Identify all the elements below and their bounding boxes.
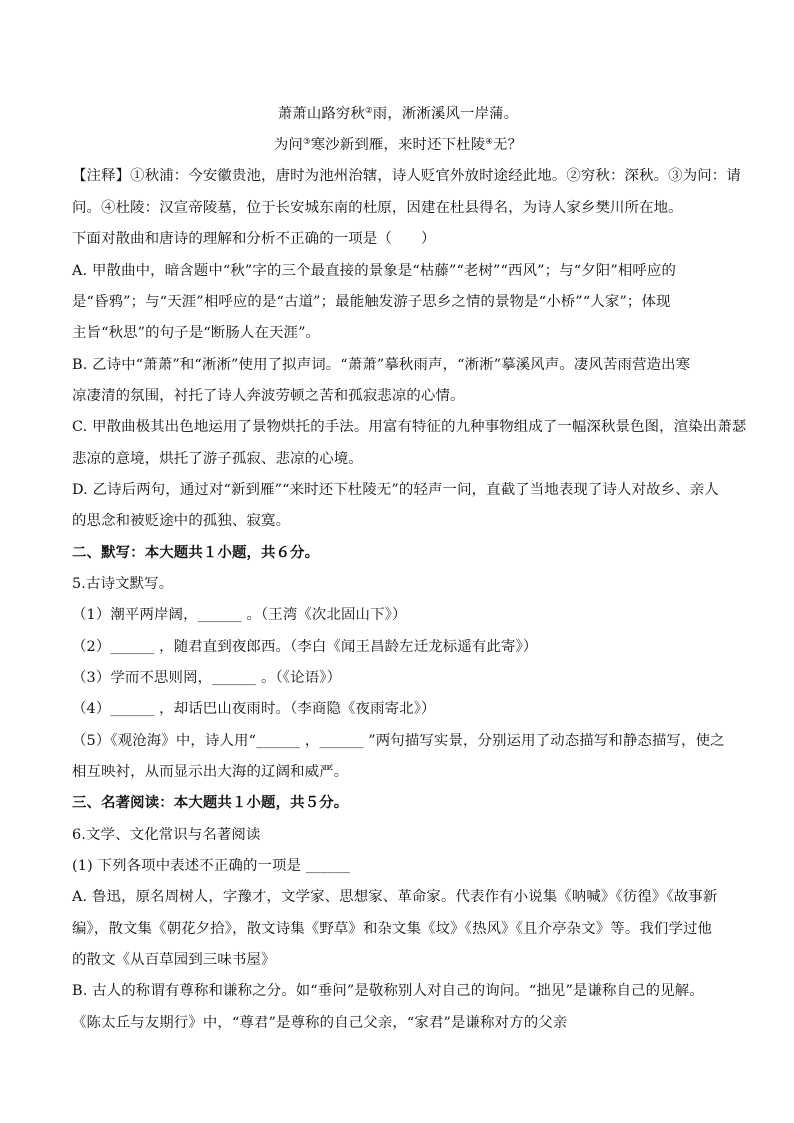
q5-item-5-line-2: 相互映衬，从而显示出大海的辽阔和威严。 (72, 764, 349, 780)
q4-option-b-line-1: B. 乙诗中“萧萧”和“淅淅”使用了拟声词。“萧萧”摹秋雨声，“淅淅”摹溪风声。凄风苦雨营造出寒 (72, 357, 691, 373)
annotation-line-2: 问。④杜陵：汉宣帝陵墓，位于长安城东南的杜原，因建在杜县得名，为诗人家乡樊川所在地。 (72, 200, 683, 216)
question-6-title: 6.文学、文化常识与名著阅读 (72, 827, 261, 843)
poem-line-2: 为问③寒沙新到雁，来时还下杜陵④无？ (273, 137, 523, 153)
question-4-stem: 下面对散曲和唐诗的理解和分析不正确的一项是（ ） (72, 231, 436, 247)
section-3-heading: 三、名著阅读：本大题共１小题，共５分。 (72, 794, 349, 811)
q6-option-b-line-2: 《陈太丘与友期行》中，“尊君”是尊称的自己父亲，“家君”是谦称对方的父亲 (72, 1015, 568, 1031)
annotation-line-1: 【注释】①秋浦：今安徽贵池，唐时为池州治辖，诗人贬官外放时途经此地。②穷秋：深秋。③为问：请 (72, 168, 741, 184)
q5-item-4: （4）______ ，却话巴山夜雨时。（李商隐《夜雨寄北》） (72, 701, 436, 717)
q4-option-b-line-2: 凉凄清的氛围，衬托了诗人奔波劳顿之苦和孤寂悲凉的心情。 (72, 388, 465, 404)
q5-item-5-line-1: （5）《观沧海》中，诗人用“______ ，______ ”两句描写实景，分别运用了动态描写和静态描写，使之 (72, 733, 725, 749)
q4-option-d-line-1: D. 乙诗后两句，通过对“新到雁”“来时还下杜陵无”的轻声一问，直截了当地表现了诗人对故乡、亲人 (72, 482, 719, 498)
q4-option-a-line-3: 主旨“秋思”的句子是“断肠人在天涯”。 (72, 325, 321, 341)
q5-item-1: （1）潮平两岸阔，______ 。（王湾《次北固山下》） (72, 607, 407, 623)
q6-option-a-line-1: A. 鲁迅，原名周树人，字豫才，文学家、思想家、革命家。代表作有小说集《呐喊》《彷徨》《故事新 (72, 889, 718, 905)
q4-option-a-line-2: 是“昏鸦”；与“天涯”相呼应的是“古道”；最能触发游子思乡之情的景物是“小桥”“人家”；体现 (72, 294, 671, 310)
section-2-heading: 二、默写：本大题共１小题，共６分。 (72, 544, 320, 561)
q4-option-c-line-1: C. 甲散曲极其出色地运用了景物烘托的手法。用富有特征的九种事物组成了一幅深秋景色图，渲染出萧瑟 (72, 419, 747, 435)
q5-item-3: （3）学而不思则罔，______ 。（《论语》） (72, 670, 342, 686)
q4-option-a-line-1: A. 甲散曲中，暗含题中“秋”字的三个最直接的景象是“枯藤”“老树”“西风”；与“夕阳”相呼应的 (72, 263, 676, 279)
q4-option-c-line-2: 悲凉的意境，烘托了游子孤寂、悲凉的心境。 (72, 451, 363, 467)
q6-option-a-line-3: 的散文《从百草园到三味书屋》 (72, 952, 276, 968)
q4-option-d-line-2: 的思念和被贬途中的孤独、寂寞。 (72, 513, 291, 529)
q6-sub-1-stem: (1) 下列各项中表述不正确的一项是 ______ (72, 858, 350, 874)
question-5-title: 5.古诗文默写。 (72, 576, 174, 592)
q6-option-a-line-2: 编》，散文集《朝花夕拾》，散文诗集《野草》和杂文集《坟》《热风》《且介亭杂文》等。我们学过他 (72, 921, 713, 937)
q6-option-b-line-1: B. 古人的称谓有尊称和谦称之分。如“垂问”是敬称别人对自己的询问。“拙见”是谦称自己的见解。 (72, 983, 704, 999)
q5-item-2: （2）______ ，随君直到夜郎西。（李白《闻王昌龄左迁龙标遥有此寄》） (72, 639, 538, 655)
poem-line-1: 萧萧山路穷秋②雨，淅淅溪风一岸蒲。 (277, 106, 519, 122)
